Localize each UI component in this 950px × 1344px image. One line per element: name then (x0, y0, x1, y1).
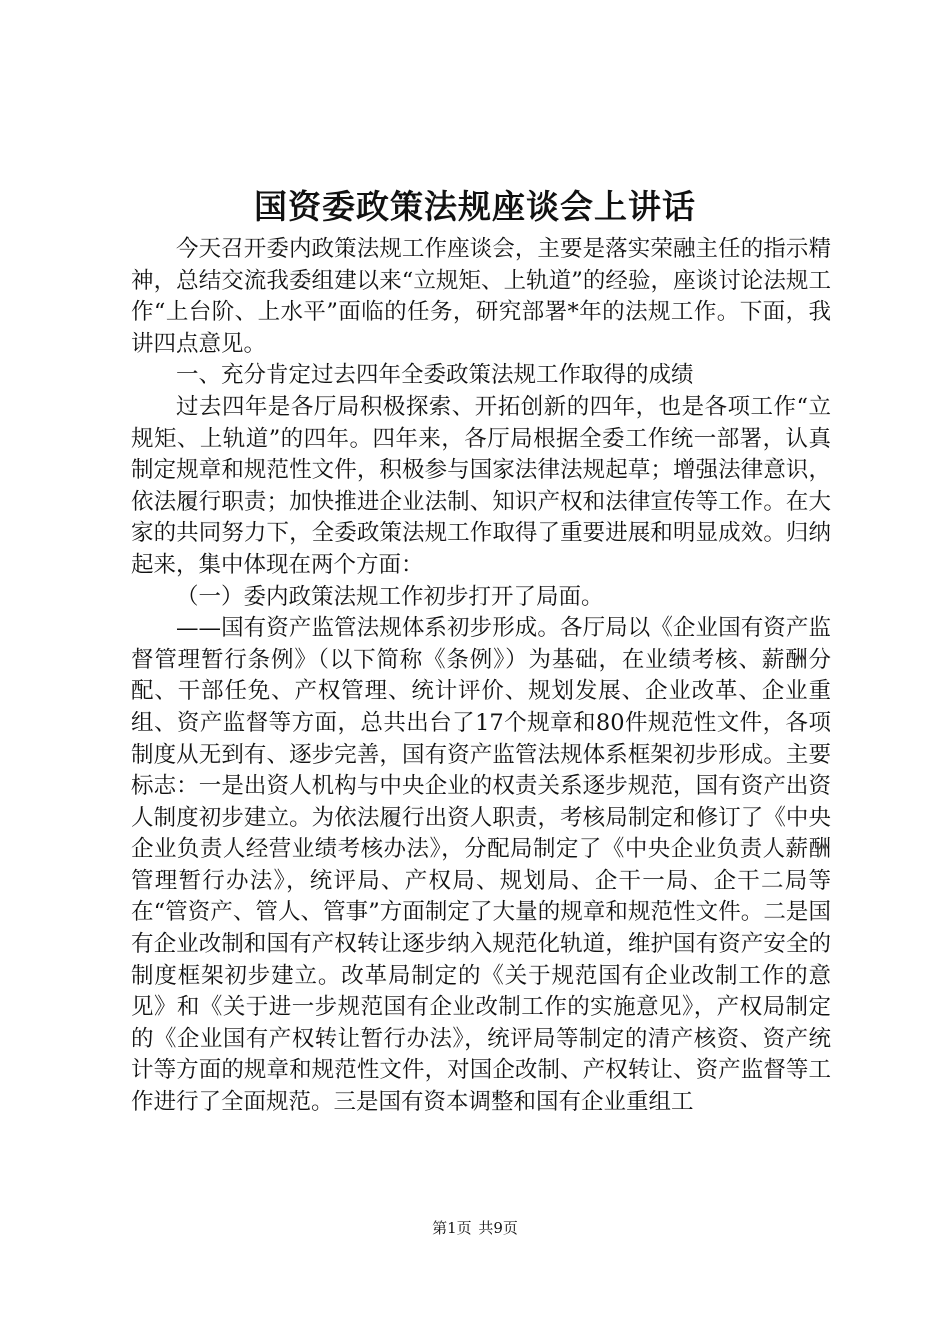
document-body (131, 234, 831, 1119)
paragraph-regulation-system: ——国有资产监管法规体系初步形成。各厅局以《企业国有资产监督管理暂行条例》（以下简称《条例》）为基础，在业绩考核、薪酬分配、干部任免、产权管理、统计评价、规划发展、企业改革、企业重组、资产监督等方面，总共出台了17个规章和80件规范性文件，各项制度从无到有、逐步完善，国有资产监管法规体系框架初步形成。主要标志：一是出资人机构与中央企业的权责关系逐步规范，国有资产出资人制度初步建立。为依法履行出资人职责，考核局制定和修订了《中央企业负责人经营业绩考核办法》，分配局制定了《中央企业负责人薪酬管理暂行办法》，统评局、产权局、规划局、企干一局、企干二局等在“管资产、管人、管事”方面制定了大量的规章和规范性文件。二是国有企业改制和国有产权转让逐步纳入规范化轨道，维护国有资产安全的制度框架初步建立。改革局制定的《关于规范国有企业改制工作的意见》和《关于进一步规范国有企业改制工作的实施意见》，产权局制定的《企业国有产权转让暂行办法》，统评局等制定的清产核资、资产统计等方面的规章和规范性文件，对国企改制、产权转让、资产监督等工作进行了全面规范。三是国有资本调整和国有企业重组工 (131, 615, 831, 1116)
section-heading-1: 一、充分肯定过去四年全委政策法规工作取得的成绩 (176, 362, 694, 389)
paragraph-summary: 过去四年是各厅局积极探索、开拓创新的四年，也是各项工作“立规矩、上轨道”的四年。四年来，各厅局根据全委工作统一部署，认真制定规章和规范性文件，积极参与国家法律法规起草；增强法律意识，依法履行职责；加快推进企业法制、知识产权和法律宣传等工作。在大家的共同努力下，全委政策法规工作取得了重要进展和明显成效。归纳起来，集中体现在两个方面： (131, 393, 831, 578)
paragraph-intro: 今天召开委内政策法规工作座谈会，主要是落实荣融主任的指示精神，总结交流我委组建以来“立规矩、上轨道”的经验，座谈讨论法规工作“上台阶、上水平”面临的任务，研究部署*年的法规工作。下面，我讲四点意见。 (131, 236, 831, 357)
subsection-heading-1: （一）委内政策法规工作初步打开了局面。 (176, 583, 604, 610)
page-footer (0, 1218, 950, 1238)
document-title: 国资委政策法规座谈会上讲话 (254, 187, 696, 226)
page-total: 共9页 (478, 1219, 518, 1237)
page-number: 第1页 (432, 1219, 472, 1237)
